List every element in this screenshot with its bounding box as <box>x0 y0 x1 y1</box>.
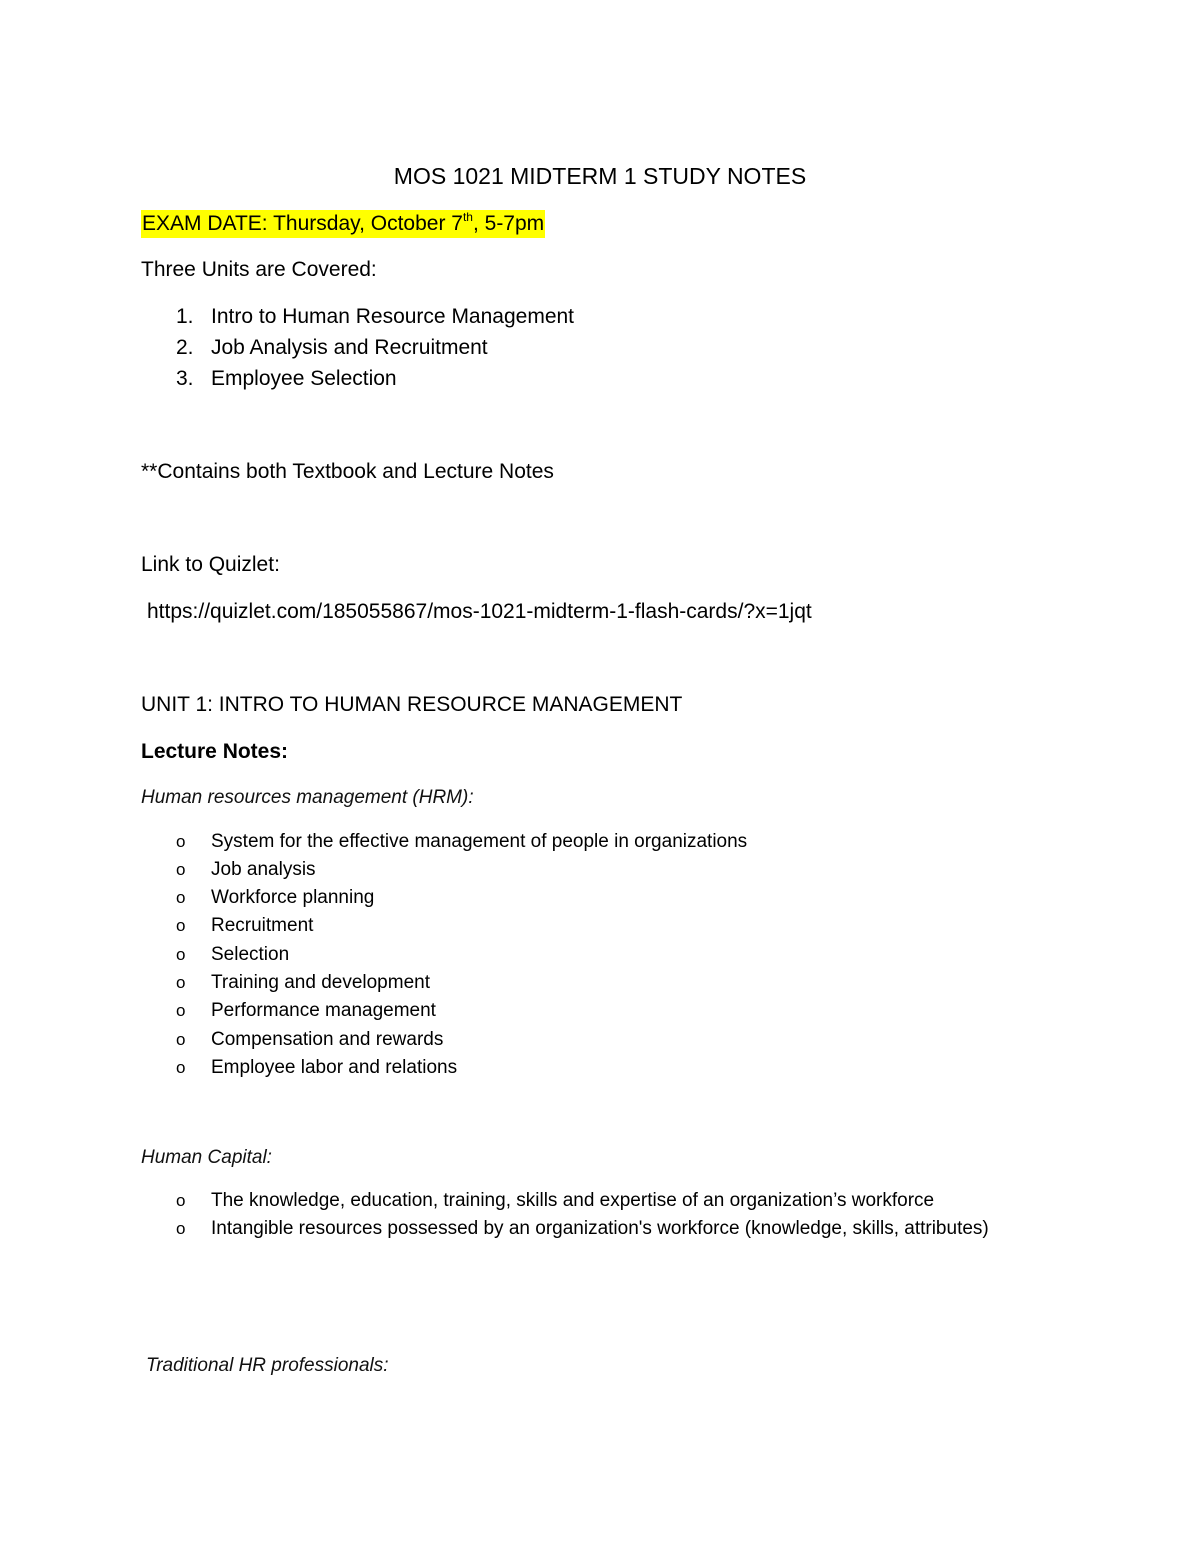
unit-list-number: 3. <box>176 367 194 390</box>
bullet-marker: o <box>176 916 186 935</box>
list-item-text: Performance management <box>211 1000 436 1021</box>
unit-list-label: Intro to Human Resource Management <box>211 305 575 328</box>
list-item <box>176 1026 443 1054</box>
list-item-text: Compensation and rewards <box>211 1029 444 1050</box>
unit-list-label: Employee Selection <box>211 367 397 390</box>
list-item <box>176 1054 457 1082</box>
lecture-notes-heading: Lecture Notes: <box>141 740 289 763</box>
hrm-heading: Human resources management (HRM): <box>141 787 474 808</box>
list-item-text: Recruitment <box>211 915 314 936</box>
list-item-text: Employee labor and relations <box>211 1057 458 1078</box>
exam-date-line <box>141 208 545 240</box>
list-item <box>176 856 316 884</box>
traditional-hr-heading: Traditional HR professionals: <box>146 1355 389 1376</box>
bullet-marker: o <box>176 1001 186 1020</box>
bullet-marker: o <box>176 1030 186 1049</box>
bullet-marker: o <box>176 1058 186 1077</box>
list-item <box>176 884 374 912</box>
bullet-marker: o <box>176 1219 186 1238</box>
unit-list-item <box>141 333 488 363</box>
quizlet-link[interactable]: https://quizlet.com/185055867/mos-1021-midterm-1-flash-cards/?x=1jqt <box>147 600 812 623</box>
unit1-heading: UNIT 1: INTRO TO HUMAN RESOURCE MANAGEMENT <box>141 693 683 716</box>
list-item-text: Training and development <box>211 972 430 993</box>
contains-note: **Contains both Textbook and Lecture Notes <box>141 460 554 483</box>
list-item-text: System for the effective management of people in organizations <box>211 831 748 852</box>
bullet-marker: o <box>176 945 186 964</box>
bullet-marker: o <box>176 973 186 992</box>
exam-date-suffix: , 5-7pm <box>472 212 545 235</box>
list-item-text: Intangible resources possessed by an organization's workforce (knowledge, skills, attributes) <box>211 1218 989 1239</box>
list-item-text: Workforce planning <box>211 887 375 908</box>
exam-date-prefix: EXAM DATE: Thursday, October 7 <box>142 212 463 235</box>
unit-list-label: Job Analysis and Recruitment <box>211 336 488 359</box>
list-item-text: Selection <box>211 944 290 965</box>
unit-list-number: 2. <box>176 336 194 359</box>
human-capital-heading: Human Capital: <box>141 1147 272 1168</box>
unit-list-item <box>141 364 397 394</box>
unit-list-number: 1. <box>176 305 194 328</box>
bullet-marker: o <box>176 888 186 907</box>
bullet-marker: o <box>176 832 186 851</box>
list-item <box>176 828 747 856</box>
quizlet-label: Link to Quizlet: <box>141 553 280 576</box>
list-item-text: Job analysis <box>211 859 316 880</box>
unit-list-item <box>141 302 574 332</box>
list-item <box>176 912 313 940</box>
list-item <box>176 969 430 997</box>
list-item <box>176 1215 989 1243</box>
bullet-marker: o <box>176 1191 186 1210</box>
list-item-text: The knowledge, education, training, skills and expertise of an organization’s workforce <box>211 1190 935 1211</box>
exam-date-superscript: th <box>462 210 473 224</box>
exam-date-highlight <box>141 210 545 238</box>
bullet-marker: o <box>176 860 186 879</box>
list-item <box>176 1187 934 1215</box>
list-item <box>176 997 436 1025</box>
list-item <box>176 941 289 969</box>
units-intro: Three Units are Covered: <box>141 258 377 281</box>
document-title: MOS 1021 MIDTERM 1 STUDY NOTES <box>393 163 807 189</box>
